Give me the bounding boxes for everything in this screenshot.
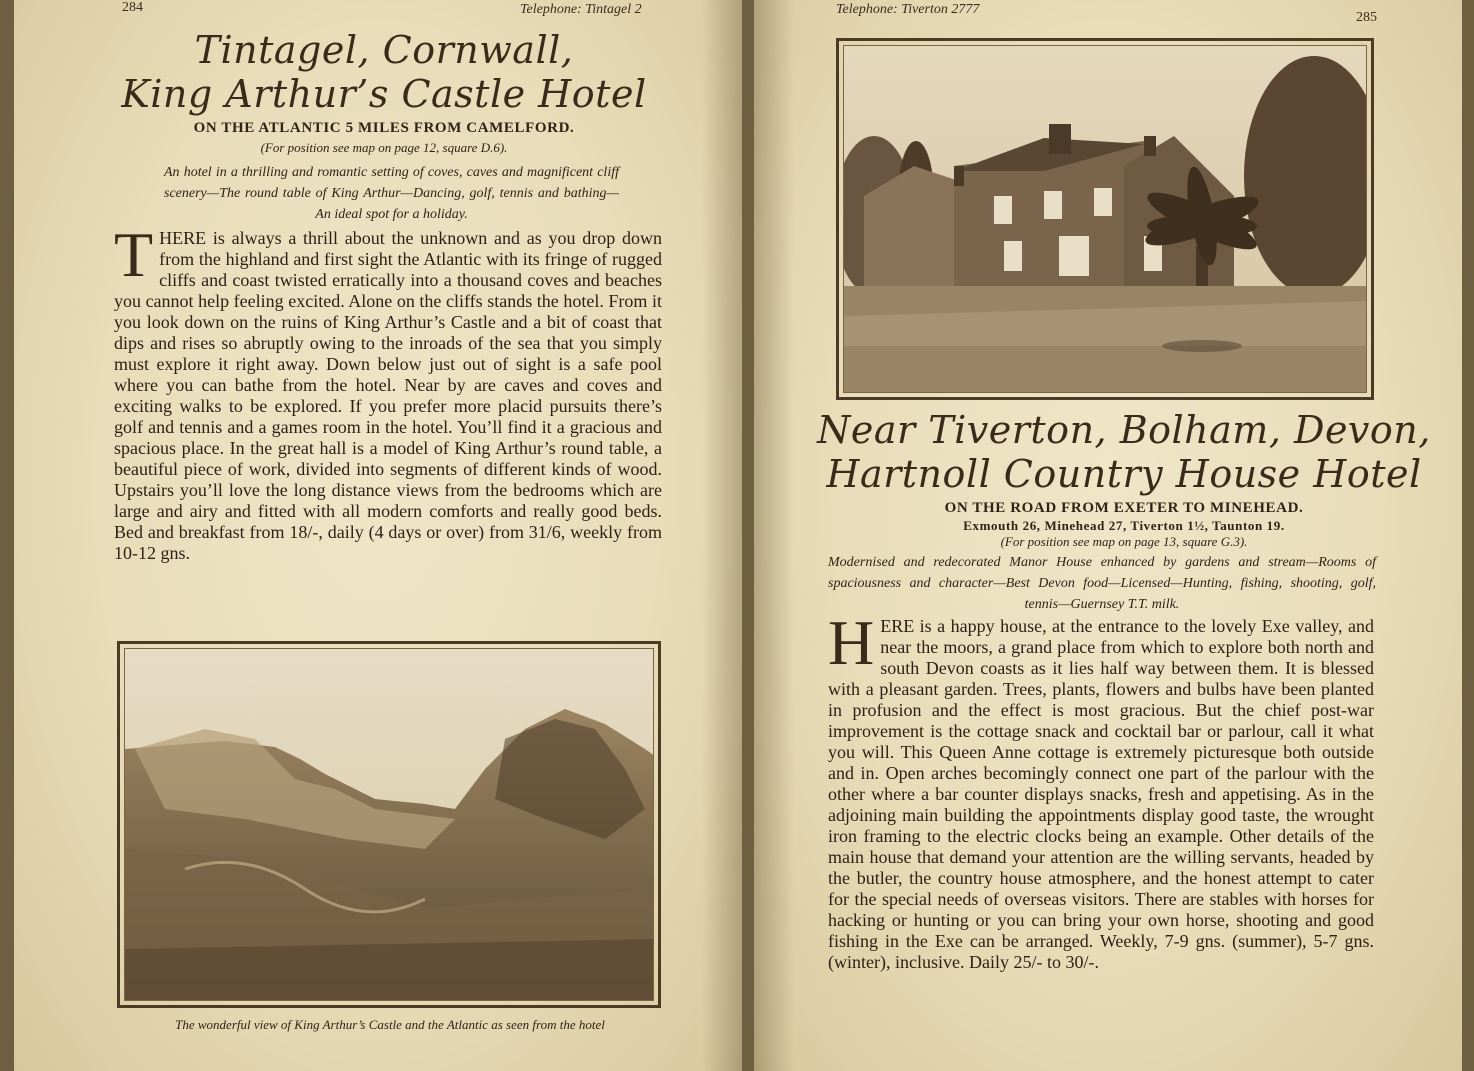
subhead: ON THE ATLANTIC 5 MILES FROM CAMELFORD.: [193, 120, 575, 136]
article-body: [114, 219, 662, 564]
gutter-shadow: [702, 0, 742, 1071]
article-body: [828, 607, 1374, 973]
photo-caption: The wonderful view of King Arthur’s Castle and the Atlantic as seen from the hotel: [175, 1017, 605, 1032]
hotel-photo: [836, 38, 1374, 400]
gutter-shadow: [754, 0, 794, 1071]
body-text: ERE is a happy house, at the entrance to the lovely Exe valley, and near the moors, a grand place from which to explore both north and south Devon coasts as it lies half way between them. It is blessed with a pleasant garden. Trees, plants, flowers and bulbs have been planted in profusion and the effect is most gracious. But the chief post-war improvement is the cottage snack and cocktail bar or parlour, call it what you will. This Queen Anne cottage is extremely picturesque both outside and in. Open arches becomingly connect one part of the parlour with the other where a bar counter displays snacks, fresh and appetising. As in the adjoining main building the appointments display good taste, the wrought iron framing to the electric clocks being an example. Other details of the main house that demand your attention are the willing servants, headed by the butler, the country house atmosphere, and the honest attempt to cater for the special needs of overseas visitors. There are stables with horses for hacking or hunting or you can bring your own horse, shooting and good fishing in the Exe can be arranged. Weekly, 7-9 gns. (summer), 5-7 gns. (winter), inclusive. Daily 25/- to 30/-.: [828, 616, 1374, 972]
page-title: [104, 28, 664, 116]
distances: Exmouth 26, Minehead 27, Tiverton 1½, Taunton 19.: [963, 518, 1285, 533]
body-text: HERE is always a thrill about the unknown and as you drop down from the highland and first sight the Atlantic with its fringe of rugged cliffs and coast twisted erratically into a thousand coves and beaches you cannot help feeling excited. Alone on the cliffs stands the hotel. From it you look down on the ruins of King Arthur’s Castle and a bit of coast that dips and rises so abruptly owing to the inroads of the sea that you simply must explore it right away. Down below just out of sight is a safe pool where you can bathe from the hotel. Near by are caves and coves and exciting walks to be explored. If you prefer more placid pursuits there’s golf and tennis and a games room in the hotel. You’ll find it a gracious and spacious place. In the great hall is a model of King Arthur’s round table, a beautiful piece of work, divided into segments of different kinds of wood. Upstairs you’ll love the long distance views from the bedrooms which are large and airy and fitted with all modern comforts and really good beds. Bed and breakfast from 18/-, daily (4 days or over) from 31/6, weekly from 10-12 gns.: [114, 228, 662, 563]
subhead: ON THE ROAD FROM EXETER TO MINEHEAD.: [944, 500, 1304, 516]
title-line-1: Tintagel, Cornwall,: [194, 28, 574, 72]
castle-cliff-image: [125, 649, 654, 1001]
position-note: (For position see map on page 12, square D.6).: [260, 140, 508, 155]
running-head: Telephone: Tiverton 2777: [836, 2, 980, 17]
intro-summary: An hotel in a thrilling and romantic setting of coves, caves and magnificent cliff scenery—The round table of King Arthur—Dancing, golf, tennis and bathing—An ideal spot for a holiday.: [164, 165, 619, 222]
drop-cap: T: [114, 219, 154, 290]
page-number: 285: [1356, 10, 1377, 25]
running-head: Telephone: Tintagel 2: [520, 2, 642, 17]
title-line-2: Hartnoll Country House Hotel: [826, 452, 1422, 496]
manor-house-image: [844, 46, 1367, 393]
title-line-1: Near Tiverton, Bolham, Devon,: [817, 408, 1431, 452]
intro-summary: Modernised and redecorated Manor House enhanced by gardens and stream—Rooms of spaciousness and character—Best Devon food—Licensed—Hunting, fishing, shooting, golf, tennis—Guernsey T.T. milk.: [828, 555, 1376, 612]
position-note: (For position see map on page 13, square G.3).: [1000, 534, 1248, 549]
page-title: [804, 408, 1444, 496]
page-number: 284: [122, 0, 143, 15]
left-page: [14, 0, 742, 1071]
drop-cap: H: [828, 607, 875, 678]
right-page: [754, 0, 1462, 1071]
title-line-2: King Arthur’s Castle Hotel: [121, 72, 647, 116]
castle-photo: [117, 641, 661, 1008]
